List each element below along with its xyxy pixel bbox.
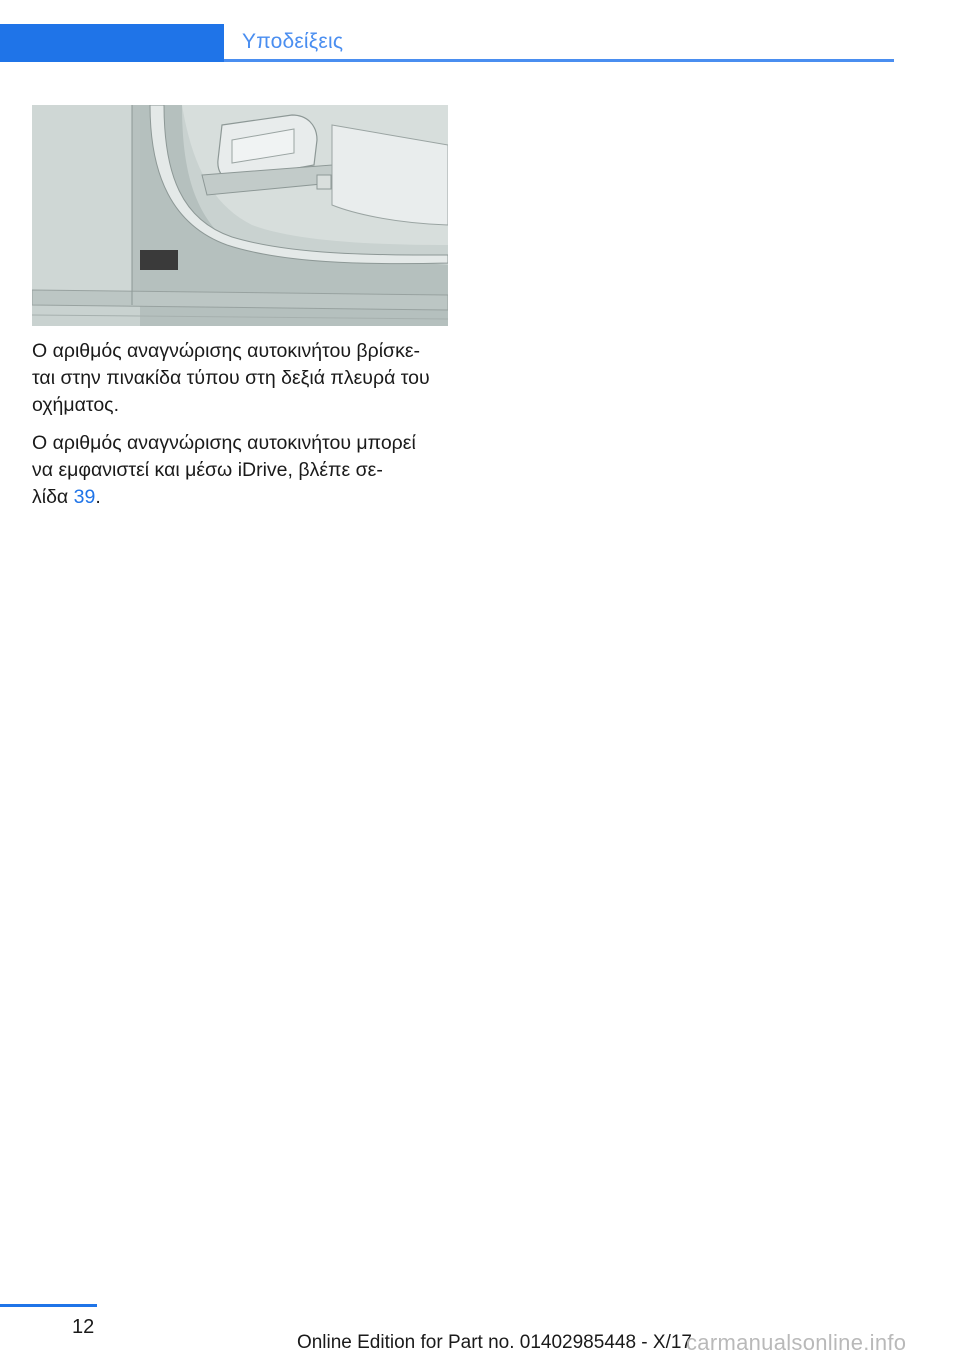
section-title: Υποδείξεις [242,30,344,53]
text-line: να εμφανιστεί και μέσω iDrive, βλέπε σε‐ [32,459,383,481]
text-line: οχήματος. [32,394,119,416]
text-line: Ο αριθμός αναγνώρισης αυτοκινήτου βρίσκε‐ [32,340,421,362]
footer-rule [0,1304,97,1307]
text-fragment: . [95,486,101,508]
text-fragment: λίδα [32,486,74,508]
watermark: carmanualsonline.info [686,1330,907,1355]
paragraph-vin-idrive [32,430,452,511]
edition-text: Online Edition for Part no. 01402985448 - X/17 [296,1332,692,1353]
text-line: ται στην πινακίδα τύπου στη δεξιά πλευρά του [32,367,430,389]
paragraph-vin-location [32,338,452,419]
page-reference-link[interactable]: 39 [73,486,96,508]
text-line: Ο αριθμός αναγνώρισης αυτοκινήτου μπορεί [32,432,416,454]
door-sill-illustration [32,105,448,326]
header-accent-bar [0,24,224,62]
page-number: 12 [72,1316,95,1338]
header-rule [224,59,894,62]
text-line [32,484,452,511]
